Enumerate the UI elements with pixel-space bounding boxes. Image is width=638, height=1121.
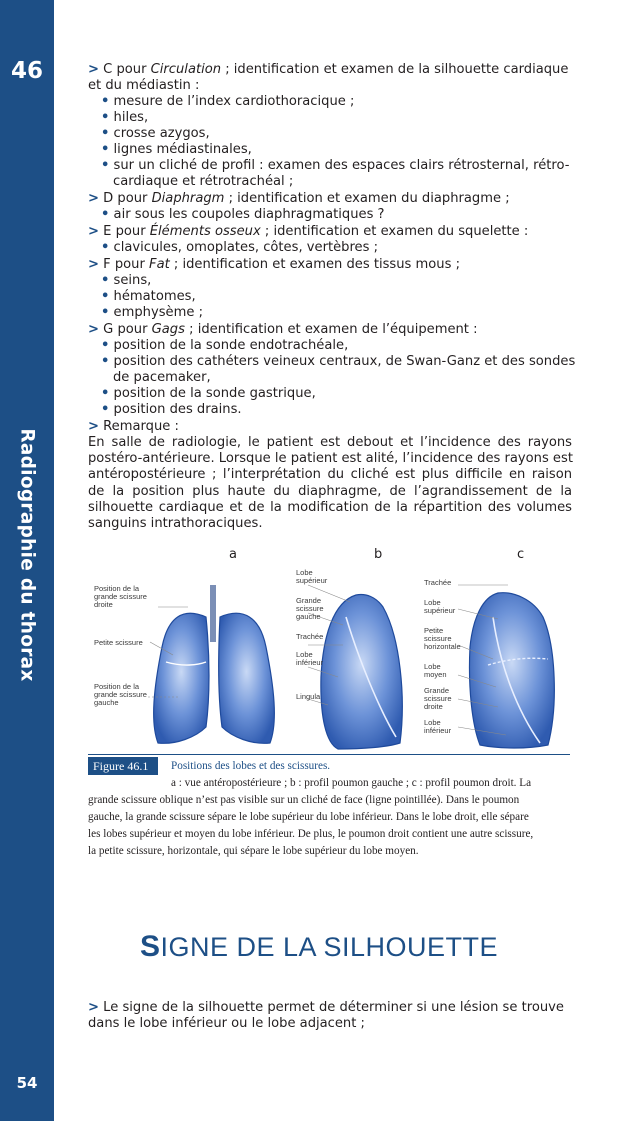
chapter-title: Radiographie du thorax — [16, 428, 38, 682]
annotation: Grande scissure gauche — [296, 596, 324, 621]
page-number: 54 — [16, 1074, 38, 1092]
list-item-cont: cardiaque et rétrotrachéal ; — [113, 174, 294, 189]
gags-heading: > G pour Gags ; identification et examen de l’équipement : — [88, 322, 478, 337]
list-item: • hématomes, — [101, 289, 196, 304]
annotation: Lobe supérieur — [424, 598, 456, 615]
diaphragm-heading: > D pour Diaphragm ; identification et examen du diaphragme ; — [88, 191, 510, 206]
annotation: Grande scissure droite — [424, 686, 452, 711]
annotation: Position de la grande scissure gauche — [94, 682, 147, 707]
annotation: Petite scissure — [94, 638, 143, 647]
panel-c-lung — [458, 585, 554, 748]
figure-caption-line: a : vue antéropostérieure ; b : profil poumon gauche ; c : profil poumon droit. La — [171, 777, 532, 789]
annotation: Trachée — [296, 632, 324, 641]
list-item: • clavicules, omoplates, côtes, vertèbres ; — [101, 240, 378, 255]
panel-label-b: b — [374, 547, 383, 562]
lung-figure — [88, 547, 570, 753]
remark-heading: > Remarque : — [88, 419, 179, 434]
circulation-heading-cont: et du médiastin : — [88, 78, 200, 93]
list-item: • mesure de l’index cardiothoracique ; — [101, 94, 355, 109]
chapter-number: 46 — [10, 58, 43, 84]
list-item: • position de la sonde gastrique, — [101, 386, 316, 401]
list-item: • seins, — [101, 273, 152, 288]
section-title: SIGNE DE LA SILHOUETTE — [139, 930, 499, 963]
figure-badge: Figure 46.1 — [88, 757, 158, 775]
bones-heading: > E pour Éléments osseux ; identification et examen du squelette : — [88, 224, 529, 239]
figure-caption-title: Positions des lobes et des scissures. — [171, 760, 331, 772]
list-item: • position de la sonde endotrachéale, — [101, 338, 349, 353]
list-item-cont: de pacemaker, — [113, 370, 211, 385]
list-item: • position des drains. — [101, 402, 242, 417]
list-item: • sur un cliché de profil : examen des espaces clairs rétrosternal, rétro- — [101, 158, 570, 173]
remark-paragraph: En salle de radiologie, le patient est debout et l’incidence des rayons postéro-antérieure. Lorsque le patient est alité, l’incidence des rayons est antéropostérieure ; l’interprétation du cliché est plus difficile en raison de la position plus haute du diaphragme, de l’agrandissement de la silhouette cardiaque et de la modification de la répartition des volumes sanguins intrathoraciques. — [88, 435, 573, 531]
section-body — [88, 1000, 572, 1040]
list-item: • hiles, — [101, 110, 149, 125]
list-item: • emphysème ; — [101, 305, 203, 320]
figure-caption-line: grande scissure oblique n’est pas visible sur un cliché de face (ligne pointillée). Dans le poumon — [88, 794, 520, 806]
panel-a-lungs — [148, 585, 274, 743]
annotation: Petite scissure horizontale — [424, 626, 461, 651]
list-item: • crosse azygos, — [101, 126, 210, 141]
panel-label-a: a — [229, 547, 237, 562]
list-item: • lignes médiastinales, — [101, 142, 252, 157]
annotation: Lobe supérieur — [296, 568, 328, 585]
circulation-heading: > C pour Circulation ; identification et examen de la silhouette cardiaque — [88, 62, 569, 77]
annotation: Trachée — [424, 578, 452, 587]
figure-caption-line: les lobes supérieur et moyen du lobe inférieur. De plus, le poumon droit contient une autre scissure, — [88, 828, 534, 840]
list-item: • air sous les coupoles diaphragmatiques ? — [101, 207, 385, 222]
annotation: Position de la grande scissure droite — [94, 584, 147, 609]
caption-rule — [88, 754, 570, 755]
annotation: Lobe inférieur — [424, 718, 452, 735]
annotation: Lobe moyen — [424, 662, 447, 679]
annotation: Lingula — [296, 692, 321, 701]
annotation: Lobe inférieur — [296, 650, 324, 667]
figure-caption-line: la petite scissure, horizontale, qui sépare le lobe supérieur du lobe moyen. — [88, 845, 419, 857]
list-item: • position des cathéters veineux centraux, de Swan-Ganz et des sondes — [101, 354, 576, 369]
section-body-line: dans le lobe inférieur ou le lobe adjacent ; — [88, 1016, 365, 1031]
fat-heading: > F pour Fat ; identification et examen des tissus mous ; — [88, 257, 460, 272]
section-body-line: > Le signe de la silhouette permet de déterminer si une lésion se trouve — [88, 1000, 564, 1015]
figure-caption-line: gauche, la grande scissure sépare le lobe supérieur du lobe inférieur. Dans le lobe droit, elle sépare — [88, 811, 529, 823]
main-text — [88, 62, 576, 542]
panel-label-c: c — [517, 547, 525, 562]
